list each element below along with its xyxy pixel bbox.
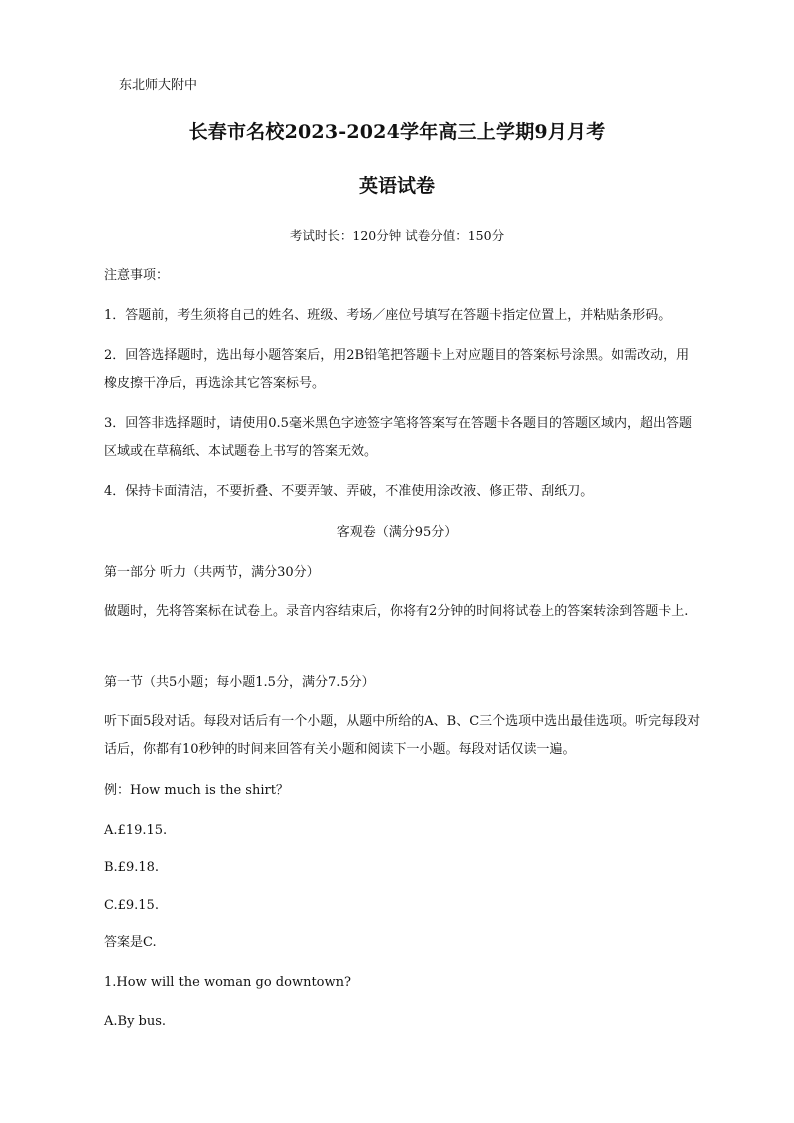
- objective-section-heading: 客观卷（满分95分）: [336, 525, 458, 540]
- subsection1-heading: 第一节（共5小题；每小题1.5分，满分7.5分）: [104, 675, 375, 690]
- notes-heading: 注意事项：: [104, 268, 170, 283]
- note-item-3: 3．回答非选择题时，请使用0.5毫米黑色字迹签字笔将答案写在答题卡各题目的答题区域内，超出答题区域或在草稿纸、本试题卷上书写的答案无效。: [104, 416, 692, 459]
- exam-info: 考试时长：120分钟 试卷分值：150分: [289, 228, 505, 243]
- example-option-b: B.£9.18.: [104, 860, 160, 875]
- question-1-option-a: A.By bus.: [104, 1014, 167, 1029]
- note-item-1: 1．答题前，考生须将自己的姓名、班级、考场／座位号填写在答题卡指定位置上，并粘贴条形码。: [104, 308, 672, 323]
- exam-subtitle: 英语试卷: [358, 175, 435, 197]
- part1-instructions: 做题时，先将答案标在试卷上。录音内容结束后，你将有2分钟的时间将试卷上的答案转涂到答题卡上.: [104, 604, 689, 619]
- example-question: 例：How much is the shirt？: [104, 783, 289, 798]
- example-answer: 答案是C.: [104, 935, 157, 950]
- part1-heading: 第一部分 听力（共两节，满分30分）: [104, 565, 320, 580]
- example-option-a: A.£19.15.: [104, 823, 168, 838]
- note-item-4: 4．保持卡面清洁，不要折叠、不要弄皱、弄破，不准使用涂改液、修正带、刮纸刀。: [104, 484, 594, 499]
- note-item-2: 2．回答选择题时，选出每小题答案后，用2B铅笔把答题卡上对应题目的答案标号涂黑。如需改动，用橡皮擦干净后，再选涂其它答案标号。: [104, 348, 690, 391]
- exam-title: 长春市名校2023-2024学年高三上学期9月月考: [188, 121, 606, 143]
- example-option-c: C.£9.15.: [104, 898, 159, 913]
- school-name: 东北师大附中: [119, 78, 198, 93]
- question-1: 1.How will the woman go downtown?: [104, 975, 351, 990]
- subsection1-instructions: 听下面5段对话。每段对话后有一个小题，从题中所给的A、B、C三个选项中选出最佳选项。听完每段对话后，你都有10秒钟的时间来回答有关小题和阅读下一小题。每段对话仅读一遍。: [104, 714, 701, 757]
